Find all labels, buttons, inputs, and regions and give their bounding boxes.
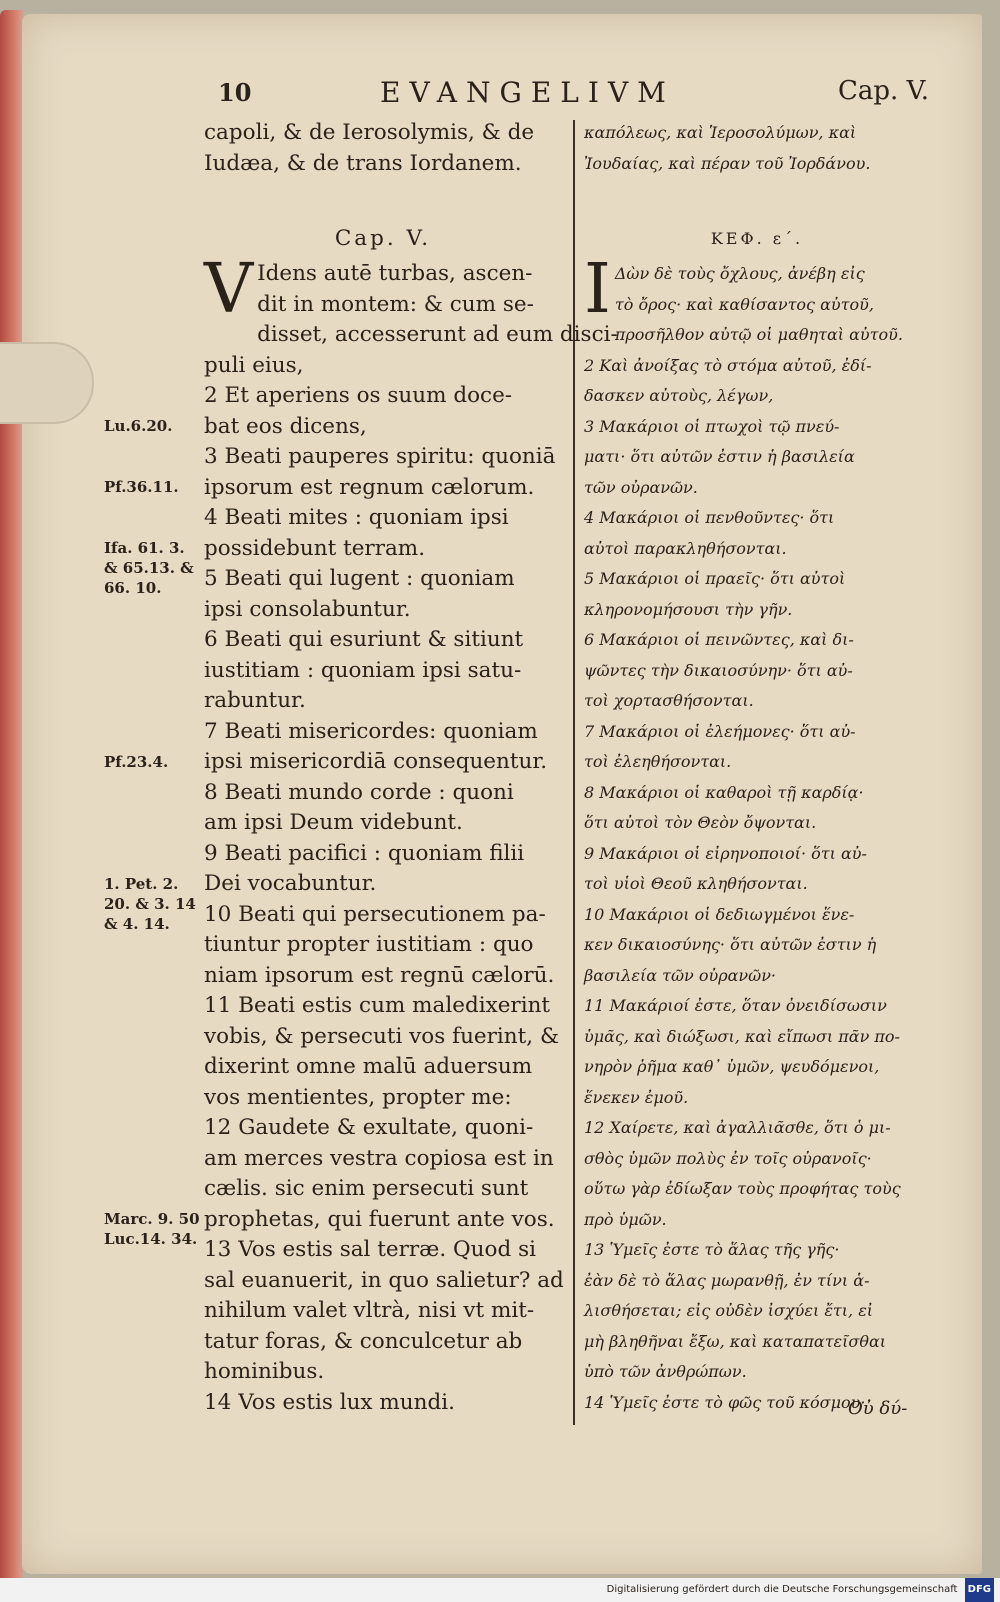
- text-line: Ἰουδαίας, καὶ πέραν τοῦ Ἰορδάνου.: [584, 153, 871, 173]
- text-line: nihilum valet vltrà, nisi vt mit-: [204, 1298, 535, 1323]
- margin-note: Lu.6.20.: [104, 417, 173, 435]
- margin-note: Marc. 9. 50 Luc.14. 34.: [104, 1210, 200, 1248]
- text-line: ipsi misericordiā consequentur.: [204, 749, 548, 774]
- text-line: δασκεν αὐτοὺς, λέγων,: [584, 386, 774, 405]
- text-line: πρὸ ὑμῶν.: [584, 1209, 667, 1229]
- chapter-heading: ΚΕΦ. ε΄.: [710, 229, 804, 248]
- text-line: μὴ βληθῆναι ἔξω, καὶ καταπατεῖσθαι: [584, 1331, 887, 1351]
- text-line: 4 Beati mites : quoniam ipsi: [204, 505, 509, 530]
- text-line: τοὶ ἐλεηθήσονται.: [584, 752, 732, 771]
- text-line: οὕτω γὰρ ἐδίωξαν τοὺς προφήτας τοὺς: [584, 1179, 901, 1198]
- text-line: 6 Beati qui esuriunt & sitiunt: [204, 627, 524, 652]
- text-line: hominibus.: [204, 1359, 325, 1384]
- text-line: Iudæa, & de trans Iordanem.: [204, 150, 522, 176]
- text-line: sal euanuerit, in quo salietur? ad: [204, 1267, 564, 1293]
- footer-credit: [0, 1578, 1000, 1602]
- text-line: 8 Beati mundo corde : quoni: [204, 779, 514, 805]
- margin-note: Pf.36.11.: [104, 478, 179, 496]
- text-line: possidebunt terram.: [204, 535, 426, 561]
- text-line: 11 Beati estis cum maledixerint: [204, 993, 551, 1018]
- footer-text: Digitalisierung gefördert durch die Deutsche Forschungsgemeinschaft: [606, 1584, 958, 1595]
- text-line: 10 Beati qui persecutionem pa-: [204, 901, 546, 927]
- margin-note: 1. Pet. 2. 20. & 3. 14 & 4. 14.: [104, 874, 196, 933]
- text-line: 5 Beati qui lugent : quoniam: [204, 566, 515, 591]
- text-line: ἕνεκεν ἐμοῦ.: [584, 1087, 689, 1107]
- text-line: ψῶντες τὴν δικαιοσύνην· ὅτι αὐ-: [584, 660, 853, 680]
- text-line: ὅτι αὐτοὶ τὸν Θεὸν ὄψονται.: [584, 813, 817, 832]
- text-line: am merces vestra copiosa est in: [204, 1145, 554, 1171]
- text-line: σθὸς ὑμῶν πολὺς ἐν τοῖς οὐρανοῖς·: [584, 1148, 872, 1168]
- text-line: ματι· ὅτι αὐτῶν ἐστιν ἡ βασιλεία: [584, 447, 855, 466]
- text-line: 7 Beati misericordes: quoniam: [204, 718, 538, 744]
- text-line: dixerint omne malū aduersum: [204, 1054, 533, 1079]
- text-line: 5 Μακάριοι οἱ πραεῖς· ὅτι αὐτοὶ: [584, 569, 846, 588]
- text-line: rabuntur.: [204, 688, 306, 713]
- book-spine: [0, 10, 24, 1590]
- text-line: puli eius,: [204, 352, 304, 378]
- text-line: cælis. sic enim persecuti sunt: [204, 1176, 529, 1201]
- text-line: prophetas, qui fuerunt ante vos.: [204, 1206, 555, 1232]
- text-line: προσῆλθον αὐτῷ οἱ μαθηταὶ αὐτοῦ.: [614, 325, 903, 344]
- page-clip: [0, 342, 94, 424]
- text-line: Δὼν δὲ τοὺς ὄχλους, ἀνέβη εἰς: [614, 264, 865, 283]
- text-line: 6 Μακάριοι οἱ πεινῶντες, καὶ δι-: [584, 630, 854, 649]
- text-line: ipsi consolabuntur.: [204, 596, 411, 622]
- text-line: bat eos dicens,: [204, 413, 367, 439]
- text-line: capoli, & de Ierosolymis, & de: [204, 120, 535, 145]
- text-line: τῶν οὐρανῶν.: [584, 477, 698, 497]
- text-line: λισθήσεται; εἰς οὐδὲν ἰσχύει ἔτι, εἰ: [584, 1301, 874, 1320]
- running-chapter: Cap. V.: [838, 76, 930, 106]
- text-line: 10 Μακάριοι οἱ δεδιωγμένοι ἕνε-: [584, 904, 855, 924]
- text-line: 11 Μακάριοί ἐστε, ὅταν ὀνειδίσωσιν: [584, 996, 887, 1015]
- text-line: 3 Beati pauperes spiritu: quoniā: [204, 444, 556, 469]
- text-line: vos mentientes, propter me:: [204, 1084, 512, 1110]
- margin-note: Ifa. 61. 3. & 65.13. & 66. 10.: [104, 539, 194, 597]
- text-line: καπόλεως, καὶ Ἱεροσολύμων, καὶ: [584, 123, 857, 142]
- text-line: dit in montem: & cum se-: [257, 291, 534, 317]
- chapter-heading: Cap. V.: [334, 226, 432, 251]
- text-line: 8 Μακάριοι οἱ καθαροὶ τῇ καρδίᾳ·: [584, 782, 864, 802]
- text-line: ὑπὸ τῶν ἀνθρώπων.: [584, 1362, 747, 1381]
- text-line: 4 Μακάριοι οἱ πενθοῦντες· ὅτι: [584, 508, 835, 527]
- text-line: ipsorum est regnum cælorum.: [204, 474, 535, 500]
- text-line: κεν δικαιοσύνης· ὅτι αὐτῶν ἐστιν ἡ: [584, 935, 877, 954]
- text-line: 2 Et aperiens os suum doce-: [204, 383, 513, 408]
- text-line: niam ipsorum est regnū cælorū.: [204, 962, 555, 988]
- text-line: disset, accesserunt ad eum disci-: [257, 322, 618, 347]
- drop-cap: V: [204, 250, 254, 329]
- text-line: ἐὰν δὲ τὸ ἅλας μωρανθῇ, ἐν τίνι ἁ-: [584, 1270, 870, 1290]
- text-line: αὐτοὶ παρακληθήσονται.: [584, 538, 787, 558]
- text-line: 12 Χαίρετε, καὶ ἀγαλλιᾶσθε, ὅτι ὁ μι-: [584, 1118, 891, 1137]
- text-line: 7 Μακάριοι οἱ ἐλεήμονες· ὅτι αὐ-: [584, 721, 856, 741]
- text-line: 12 Gaudete & exultate, quoni-: [204, 1115, 534, 1140]
- text-line: 9 Beati pacifici : quoniam filii: [204, 840, 525, 866]
- text-line: ὑμᾶς, καὶ διώξωσι, καὶ εἴπωσι πᾶν πο-: [584, 1026, 900, 1046]
- text-line: iustitiam : quoniam ipsi satu-: [204, 657, 522, 683]
- text-line: νηρὸν ῥῆμα καθ᾽ ὑμῶν, ψευδόμενοι,: [584, 1057, 880, 1076]
- latin-column: [204, 118, 618, 1418]
- column-divider: [573, 120, 575, 1425]
- text-line: βασιλεία τῶν οὐρανῶν·: [584, 965, 777, 985]
- text-line: 9 Μακάριοι οἱ εἰρηνοποιοί· ὅτι αὐ-: [584, 843, 867, 863]
- text-line: 14 Ὑμεῖς ἐστε τὸ φῶς τοῦ κόσμου·: [584, 1392, 866, 1412]
- dfg-logo: DFG: [965, 1578, 994, 1602]
- text-line: Idens autē turbas, ascen-: [257, 261, 533, 286]
- text-line: tiuntur propter iustitiam : quo: [204, 932, 534, 957]
- text-line: tatur foras, & conculcetur ab: [204, 1328, 523, 1354]
- text-line: τοὶ χορτασθήσονται.: [584, 691, 754, 710]
- text-line: am ipsi Deum videbunt.: [204, 810, 463, 835]
- margin-note: Pf.23.4.: [104, 752, 169, 771]
- text-line: τοὶ υἱοὶ Θεοῦ κληθήσονται.: [584, 874, 808, 893]
- text-line: 3 Μακάριοι οἱ πτωχοὶ τῷ πνεύ-: [584, 416, 840, 436]
- verse-block: [584, 250, 930, 1418]
- text-line: 2 Καὶ ἀνοίξας τὸ στόμα αὐτοῦ, ἐδί-: [584, 355, 872, 375]
- text-line: Dei vocabuntur.: [204, 871, 377, 896]
- catchword: Οὐ δύ-: [848, 1398, 908, 1419]
- text-line: τὸ ὄρος· καὶ καθίσαντος αὐτοῦ,: [614, 294, 874, 314]
- drop-cap: Ι: [584, 250, 611, 329]
- page-number: 10: [218, 78, 252, 107]
- running-title: EVANGELIVM: [380, 76, 675, 109]
- text-line: vobis, & persecuti vos fuerint, &: [204, 1023, 560, 1049]
- text-line: 13 Ὑμεῖς ἐστε τὸ ἅλας τῆς γῆς·: [584, 1240, 840, 1259]
- text-line: 14 Vos estis lux mundi.: [204, 1389, 455, 1415]
- greek-column: [584, 118, 930, 1418]
- verse-block: [204, 250, 618, 1418]
- text-line: 13 Vos estis sal terræ. Quod si: [204, 1237, 536, 1262]
- text-line: κληρονομήσουσι τὴν γῆν.: [584, 599, 793, 619]
